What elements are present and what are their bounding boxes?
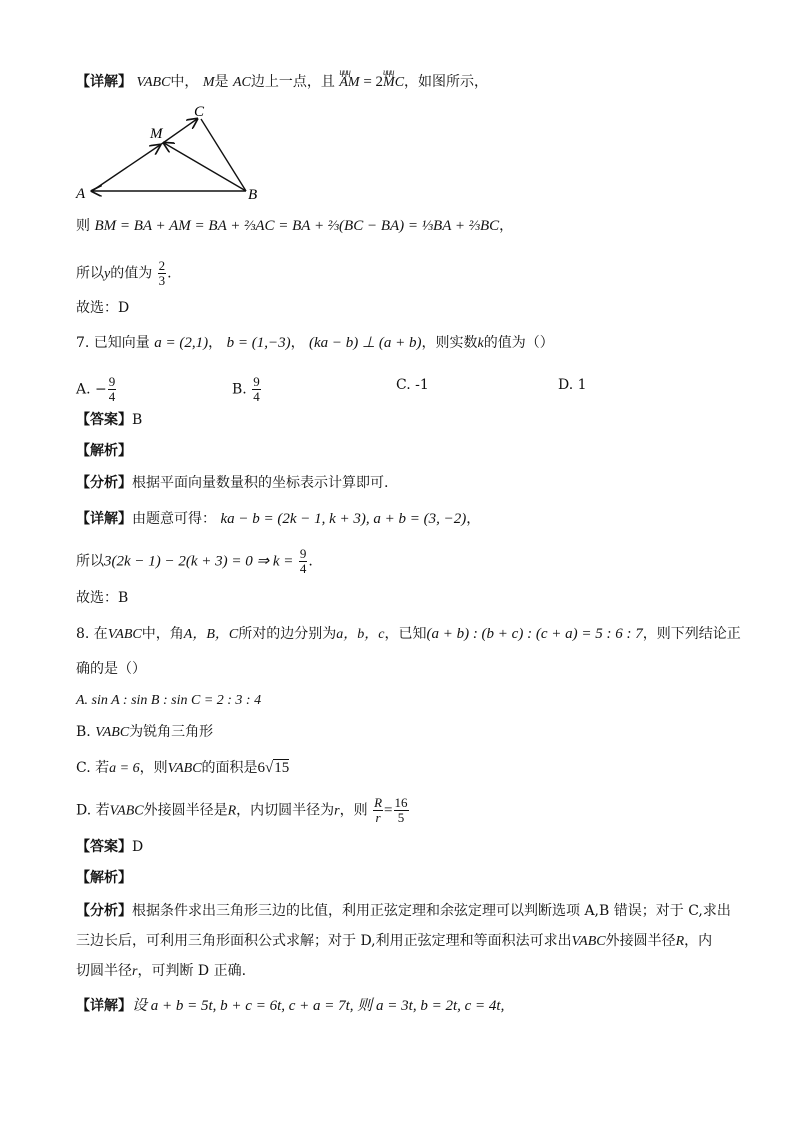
detail-line-6 bbox=[76, 72, 488, 93]
angles: A，B，C bbox=[183, 627, 239, 642]
den: 5 bbox=[397, 810, 405, 825]
q8-detail bbox=[76, 996, 504, 1016]
text: 的值为 bbox=[110, 265, 153, 282]
choice-6 bbox=[76, 298, 129, 318]
point-m: M bbox=[202, 75, 215, 90]
vector-a: a = (2,1) bbox=[154, 335, 209, 351]
text: ，则 bbox=[339, 802, 368, 819]
q8-option-c[interactable]: C. 若a = 6，则VABC的面积是6√15 bbox=[76, 760, 290, 776]
analysis-text: 根据平面向量数量积的坐标表示计算即可. bbox=[132, 475, 389, 491]
triangle-abc: VABC bbox=[571, 934, 606, 949]
opt-text: 为锐角三角形 bbox=[129, 724, 214, 740]
q8-analysis-1 bbox=[76, 901, 731, 921]
equals: = 2 bbox=[359, 74, 384, 90]
coef: 6 bbox=[257, 760, 266, 776]
opt-label: C. 若 bbox=[76, 760, 110, 776]
then-label: 则 bbox=[76, 218, 90, 234]
opt-label: D. 若 bbox=[76, 802, 110, 819]
den: 4 bbox=[108, 389, 116, 404]
ratio: (a + b) : (b + c) : (c + a) = 5 : 6 : 7 bbox=[426, 626, 643, 642]
choice-value: D bbox=[118, 300, 130, 316]
q7-analysis bbox=[76, 473, 388, 493]
text: 中，角 bbox=[141, 626, 184, 642]
segment-ac: AC bbox=[233, 75, 251, 90]
triangle-abc: VABC bbox=[95, 725, 130, 740]
label-b: B bbox=[248, 187, 258, 203]
q7-option-a[interactable]: A. − $\frac{9}{4}$ bbox=[76, 374, 116, 404]
fraction-9-4 bbox=[299, 547, 308, 576]
bm-chain-line bbox=[76, 216, 513, 236]
answer-tag: 【答案】 bbox=[76, 839, 132, 855]
q8-option-b[interactable] bbox=[76, 722, 213, 743]
analysis-tag: 【分析】 bbox=[76, 903, 132, 919]
detail-tag: 【详解】 bbox=[76, 998, 132, 1014]
so-label: 所以 bbox=[76, 265, 104, 282]
edge-bc bbox=[201, 119, 246, 191]
q7-answer bbox=[76, 410, 142, 430]
text: 边上一点，且 bbox=[250, 74, 335, 90]
analysis-text: 切圆半径 bbox=[76, 963, 132, 979]
q8-jiexi bbox=[76, 868, 132, 888]
vector-am: ɥɥɥ AM bbox=[339, 73, 359, 93]
edge-am bbox=[92, 145, 160, 191]
fraction-r bbox=[373, 796, 383, 825]
y-value-line: 所以y的值为 $\frac{2}{3}$ . bbox=[76, 258, 172, 288]
choice-value: B bbox=[118, 590, 129, 606]
detail-tag: 【详解】 bbox=[76, 511, 132, 527]
analysis-text: 外接圆半径 bbox=[605, 933, 676, 949]
text: 外接圆半径是 bbox=[143, 802, 228, 819]
q7-options bbox=[76, 368, 736, 408]
opt-label: B. bbox=[232, 381, 247, 398]
analysis-text: 根据条件求出三角形三边的比值，利用正弦定理和余弦定理可以判断选项 A,B 错误；对于 C,求出 bbox=[132, 903, 731, 919]
text: ，则 bbox=[139, 760, 168, 776]
r-small: r bbox=[132, 964, 138, 979]
q8-option-d[interactable] bbox=[76, 796, 410, 825]
answer-value: B bbox=[132, 412, 143, 428]
den: 3 bbox=[158, 273, 166, 288]
triangle-abc: VABC bbox=[107, 627, 142, 642]
q7-solve: 所以3(2k − 1) − 2(k + 3) = 0 ⇒ k = $\frac{9}{4}$ . bbox=[76, 546, 313, 576]
analysis-tag: 【分析】 bbox=[76, 475, 132, 491]
triangle-abc: VABC bbox=[109, 803, 144, 819]
q8-analysis-2 bbox=[76, 931, 712, 952]
triangle-figure bbox=[70, 100, 270, 206]
text: 中， bbox=[170, 74, 199, 90]
text: ，则下列结论正 bbox=[642, 626, 741, 642]
r-big: R bbox=[227, 803, 237, 819]
triangle-abc: VABC bbox=[136, 75, 171, 90]
detail-text: 设 a + b = 5t, b + c = 6t, c + a = 7t, 则 a = 3t, b = 2t, c = 4t, bbox=[132, 998, 505, 1014]
text: 所对的边分别为 bbox=[238, 626, 337, 642]
q7-detail: 【详解】由题意可得： ka − b = (2k − 1, k + 3), a + b = (3, −2)， bbox=[76, 511, 481, 527]
num: 16 bbox=[394, 795, 408, 810]
vector-mc: ɥɥɥ MC bbox=[383, 73, 404, 93]
triangle-abc: VABC bbox=[167, 761, 202, 776]
r-small: r bbox=[334, 803, 340, 819]
text: 的面积是 bbox=[201, 760, 258, 776]
text: ，则实数 bbox=[421, 335, 478, 351]
choice-7 bbox=[76, 588, 128, 608]
label-c: C bbox=[194, 104, 205, 120]
jiexi-tag: 【解析】 bbox=[76, 443, 132, 459]
q8-stem-2 bbox=[76, 659, 146, 679]
q7-option-c[interactable]: C. -1 bbox=[396, 377, 429, 393]
k-var: k bbox=[477, 336, 484, 351]
q7-option-b[interactable] bbox=[232, 375, 262, 404]
text: ，已知 bbox=[384, 626, 427, 642]
fraction bbox=[108, 375, 117, 404]
detail-tag: 【详解】 bbox=[76, 74, 132, 90]
equals: = bbox=[384, 802, 393, 819]
so-label: 所以 bbox=[76, 553, 104, 570]
bm-chain: BM = BA + AM = BA + ⅔AC = BA + ⅔(BC − BA) = ⅓BA + ⅔BC bbox=[94, 218, 500, 234]
text: 是 bbox=[214, 74, 229, 90]
opt-label: A. bbox=[76, 381, 91, 398]
cond: a = 6 bbox=[109, 761, 140, 776]
text: 确的是（） bbox=[76, 661, 146, 677]
num: 9 bbox=[299, 546, 307, 561]
q7-jiexi bbox=[76, 441, 132, 461]
choose-label: 故选： bbox=[76, 590, 118, 606]
edge-bm bbox=[164, 143, 246, 191]
num: 2 bbox=[158, 258, 166, 273]
analysis-text: 三边长后，可利用三角形面积公式求解；对于 D,利用正弦定理和等面积法可求出 bbox=[76, 933, 572, 949]
q8-answer bbox=[76, 837, 143, 857]
choose-label: 故选： bbox=[76, 300, 118, 316]
q7-option-d[interactable]: D. 1 bbox=[558, 377, 587, 393]
label-m: M bbox=[150, 126, 163, 142]
den: r bbox=[375, 810, 381, 825]
num: 9 bbox=[253, 374, 260, 389]
text: ，如图所示， bbox=[404, 74, 489, 90]
radicand: 15 bbox=[274, 760, 290, 776]
vector-b: b = (1,−3) bbox=[226, 335, 291, 351]
fraction bbox=[252, 375, 261, 404]
q8-analysis-3 bbox=[76, 961, 246, 982]
opt-label: B. bbox=[76, 724, 91, 740]
q8-option-a[interactable] bbox=[76, 690, 261, 711]
edge-mc bbox=[160, 119, 197, 145]
perp-condition: (ka − b) ⊥ (a + b) bbox=[309, 335, 422, 351]
solve-eq: 3(2k − 1) − 2(k + 3) = 0 ⇒ k = bbox=[104, 553, 294, 570]
detail-eq: ka − b = (2k − 1, k + 3), a + b = (3, −2) bbox=[220, 511, 467, 527]
label-a: A bbox=[76, 186, 86, 202]
comma: ， bbox=[499, 218, 514, 234]
text: ，内切圆半径为 bbox=[236, 802, 335, 819]
den: 4 bbox=[299, 561, 307, 576]
r-big: R bbox=[675, 934, 685, 949]
sides: a，b，c bbox=[336, 627, 385, 642]
jiexi-tag: 【解析】 bbox=[76, 870, 132, 886]
opt-text: A. sin A : sin B : sin C = 2 : 3 : 4 bbox=[76, 693, 262, 708]
analysis-text: ，内 bbox=[684, 933, 713, 949]
den: 4 bbox=[253, 389, 260, 404]
fraction-2-3 bbox=[158, 259, 167, 288]
y-var: y bbox=[104, 266, 111, 282]
text: 7. 已知向量 bbox=[76, 335, 150, 351]
fraction-16-5 bbox=[394, 796, 409, 825]
text: 8. 在 bbox=[76, 626, 108, 642]
num: R bbox=[374, 795, 383, 810]
text: 的值为（） bbox=[483, 335, 554, 351]
given-label: 由题意可得： bbox=[132, 511, 216, 527]
answer-value: D bbox=[132, 839, 144, 855]
analysis-text: ，可判断 D 正确. bbox=[137, 963, 247, 979]
num: 9 bbox=[108, 374, 116, 389]
q7-stem: 7. 已知向量 a = (2,1)， b = (1,−3)， (ka − b) ⊥ (a + b)，则实数k的值为（） bbox=[76, 335, 554, 351]
q8-stem-1 bbox=[76, 624, 741, 645]
answer-tag: 【答案】 bbox=[76, 412, 132, 428]
